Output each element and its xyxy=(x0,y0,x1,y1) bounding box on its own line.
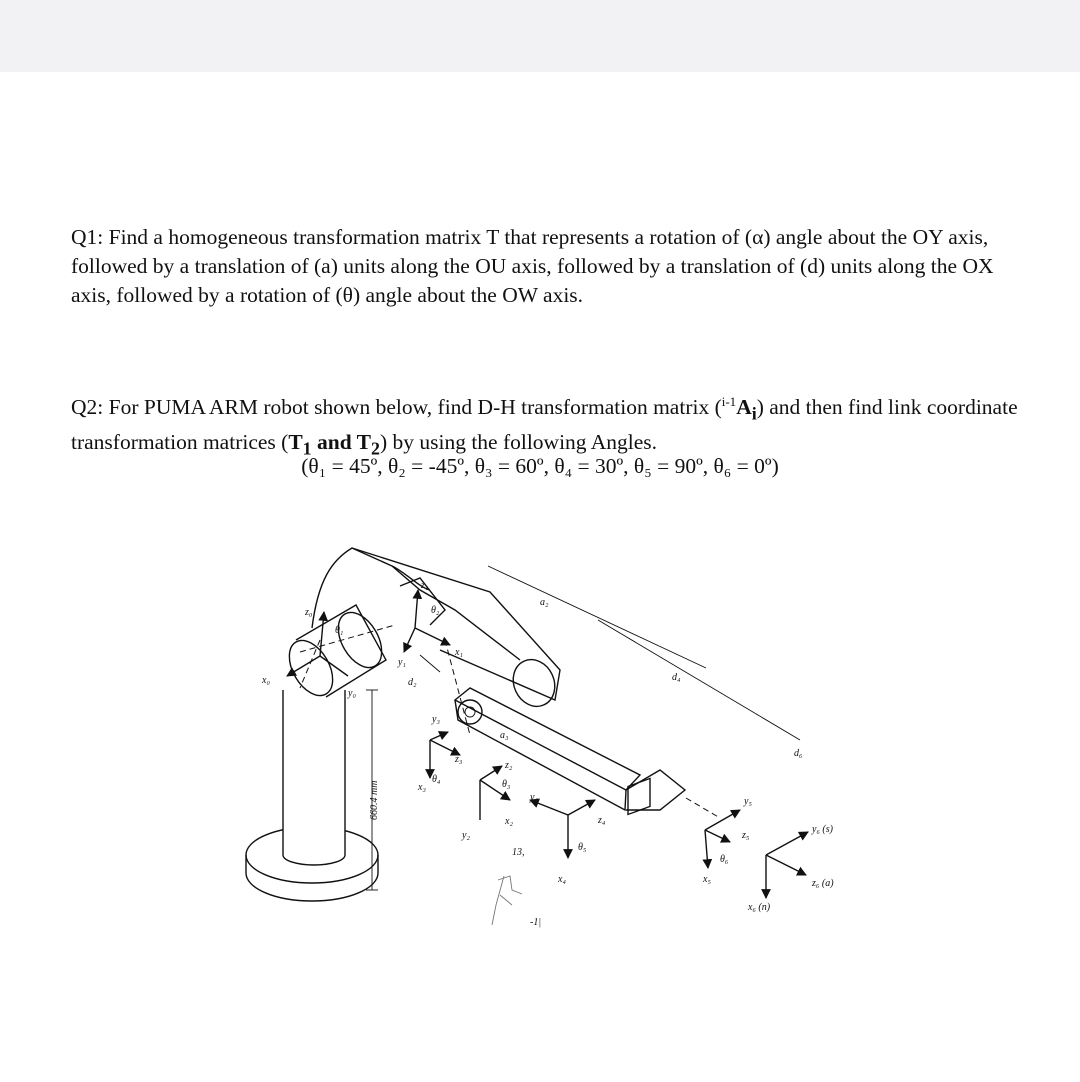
question-1: Q1: Find a homogeneous transformation matrix T that represents a rotation of (α) angle about the OY axis, followed by a translation of (a) units along the OU axis, followed by a translation of (d) units along the OX axis, followed by a rotation of (θ) angle about the OW axis. xyxy=(71,225,994,307)
label-handwritten-2: -1| xyxy=(530,917,542,928)
q2-mid: ) and then find link coordinate transformation matrices ( xyxy=(71,395,1018,455)
label-x4: x₄ xyxy=(558,874,566,885)
q2-end: ) by using the following Angles. xyxy=(379,430,658,455)
q2-t1: $T_1$ xyxy=(288,430,312,459)
label-x0: x₀ xyxy=(262,675,270,686)
label-theta2: θ₂ xyxy=(431,605,440,616)
label-handwritten-1: 13, xyxy=(512,847,525,858)
label-z3: z₃ xyxy=(455,754,463,765)
label-x1: x₁ xyxy=(455,647,463,658)
label-z5: z₅ xyxy=(742,830,750,841)
label-y1: y₁ xyxy=(398,657,406,668)
pen-sketch xyxy=(492,876,522,925)
q2-intro: Q2: For PUMA ARM robot shown below, find D-H transformation matrix ( xyxy=(71,395,722,419)
label-theta3: θ₃ xyxy=(502,779,511,790)
q2-matrix: $A_i$ xyxy=(736,395,757,424)
label-z2: z₂ xyxy=(505,760,513,771)
q2-and: and xyxy=(311,430,357,455)
label-x2: x₂ xyxy=(505,816,513,827)
puma-arm-diagram xyxy=(240,530,860,950)
label-z6: z₆ (a) xyxy=(812,878,834,889)
label-y0: y₀ xyxy=(348,688,356,699)
q2-superscript: i-1 xyxy=(721,393,737,409)
label-d2: d₂ xyxy=(408,677,417,688)
frame-6 xyxy=(766,832,808,898)
q2-t2: $T_2$ xyxy=(356,430,380,459)
label-y4: y₄ xyxy=(530,792,538,803)
label-z0: z₀ xyxy=(305,607,313,618)
label-y5: y₅ xyxy=(744,796,752,807)
label-d6: d₆ xyxy=(794,748,803,759)
label-y3: y₃ xyxy=(432,714,440,725)
label-theta5: θ₅ xyxy=(578,842,587,853)
label-theta6: θ₆ xyxy=(720,854,729,865)
label-height: 660.4 mm xyxy=(369,780,380,820)
label-x3: x₃ xyxy=(418,782,426,793)
d2-dimension xyxy=(420,655,440,672)
label-theta4: θ₄ xyxy=(432,774,441,785)
d4-dimension xyxy=(598,620,800,740)
label-d4: d₄ xyxy=(672,672,681,683)
label-z1: z₁ xyxy=(421,580,429,591)
joint-angles: (θ₁ = 45º, θ₂ = -45º, θ₃ = 60º, θ₄ = 30º, θ₅ = 90º, θ₆ = 0º) xyxy=(301,454,779,478)
label-theta1: θ₁ xyxy=(335,625,344,636)
forearm xyxy=(455,688,685,814)
label-x5: x₅ xyxy=(703,874,711,885)
robot-base xyxy=(246,685,378,901)
label-z4: z₄ xyxy=(598,815,606,826)
frame-1 xyxy=(404,590,450,652)
top-bar xyxy=(0,0,1080,72)
a2-dimension xyxy=(488,566,706,668)
label-a2: a₂ xyxy=(540,597,549,608)
label-y6: y₆ (s) xyxy=(812,824,833,835)
label-y2: y₂ xyxy=(462,830,470,841)
frame-2 xyxy=(480,766,510,820)
label-a3: a₃ xyxy=(500,730,509,741)
label-x6: x₆ (n) xyxy=(748,902,771,913)
